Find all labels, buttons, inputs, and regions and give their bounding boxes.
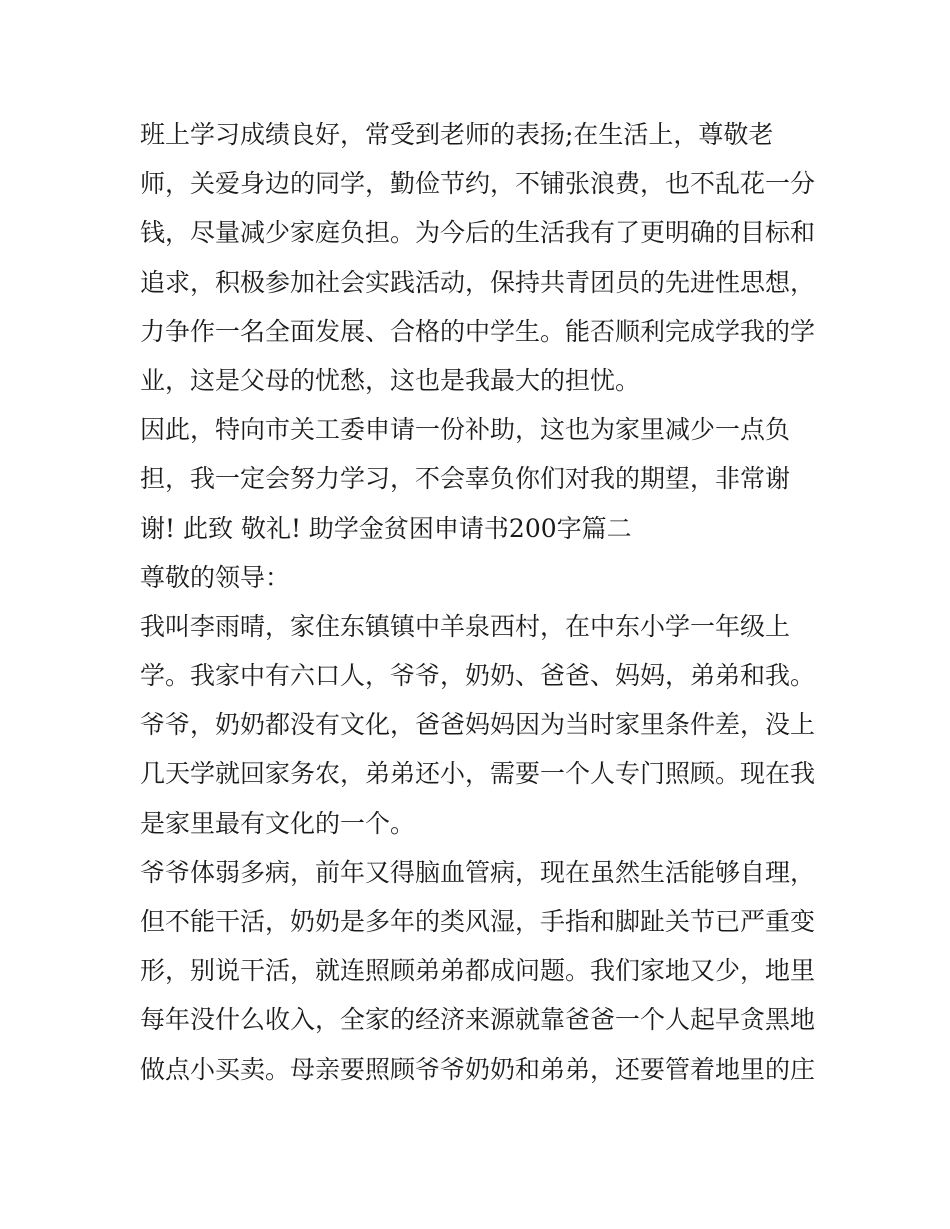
text-line: 担，我一定会努力学习，不会辜负你们对我的期望，非常谢 <box>140 464 791 494</box>
text-line: 力争作一名全面发展、合格的中学生。能否顺利完成学我的学 <box>140 316 816 346</box>
text-line: 形，别说干活，就连照顾弟弟都成问题。我们家地又少，地里 <box>140 956 816 986</box>
text-line: 我叫李雨晴，家住东镇镇中羊泉西村，在中东小学一年级上 <box>140 611 791 641</box>
text-line: 几天学就回家务农，弟弟还小，需要一个人专门照顾。现在我 <box>140 759 816 789</box>
text-line: 尊敬的领导： <box>140 562 291 592</box>
text-line: 谢! 此致 敬礼! 助学金贫困申请书200字篇二 <box>140 513 632 543</box>
text-line: 但不能干活，奶奶是多年的类风湿，手指和脚趾关节已严重变 <box>140 907 816 936</box>
text-line: 每年没什么收入，全家的经济来源就靠爸爸一个人起早贪黑地 <box>140 1005 816 1035</box>
text-line: 班上学习成绩良好，常受到老师的表扬;在生活上，尊敬老 <box>140 120 774 149</box>
text-line: 学。我家中有六口人，爷爷，奶奶、爸爸、妈妈，弟弟和我。 <box>140 661 816 691</box>
text-line: 爷爷，奶奶都没有文化，爸爸妈妈因为当时家里条件差，没上 <box>140 710 816 740</box>
text-line: 追求，积极参加社会实践活动，保持共青团员的先进性思想， <box>140 267 816 297</box>
text-line: 钱，尽量减少家庭负担。为今后的生活我有了更明确的目标和 <box>140 218 816 248</box>
text-line: 业，这是父母的忧愁，这也是我最大的担忧。 <box>140 365 641 395</box>
text-line: 做点小买卖。母亲要照顾爷爷奶奶和弟弟，还要管着地里的庄 <box>140 1054 816 1084</box>
text-line: 是家里最有文化的一个。 <box>140 808 416 838</box>
body-text <box>140 110 830 1094</box>
text-line: 爷爷体弱多病，前年又得脑血管病，现在虽然生活能够自理， <box>140 857 816 887</box>
text-line: 因此，特向市关工委申请一份补助，这也为家里减少一点负 <box>140 415 791 445</box>
text-line: 师，关爱身边的同学，勤俭节约，不铺张浪费，也不乱花一分 <box>140 169 816 199</box>
